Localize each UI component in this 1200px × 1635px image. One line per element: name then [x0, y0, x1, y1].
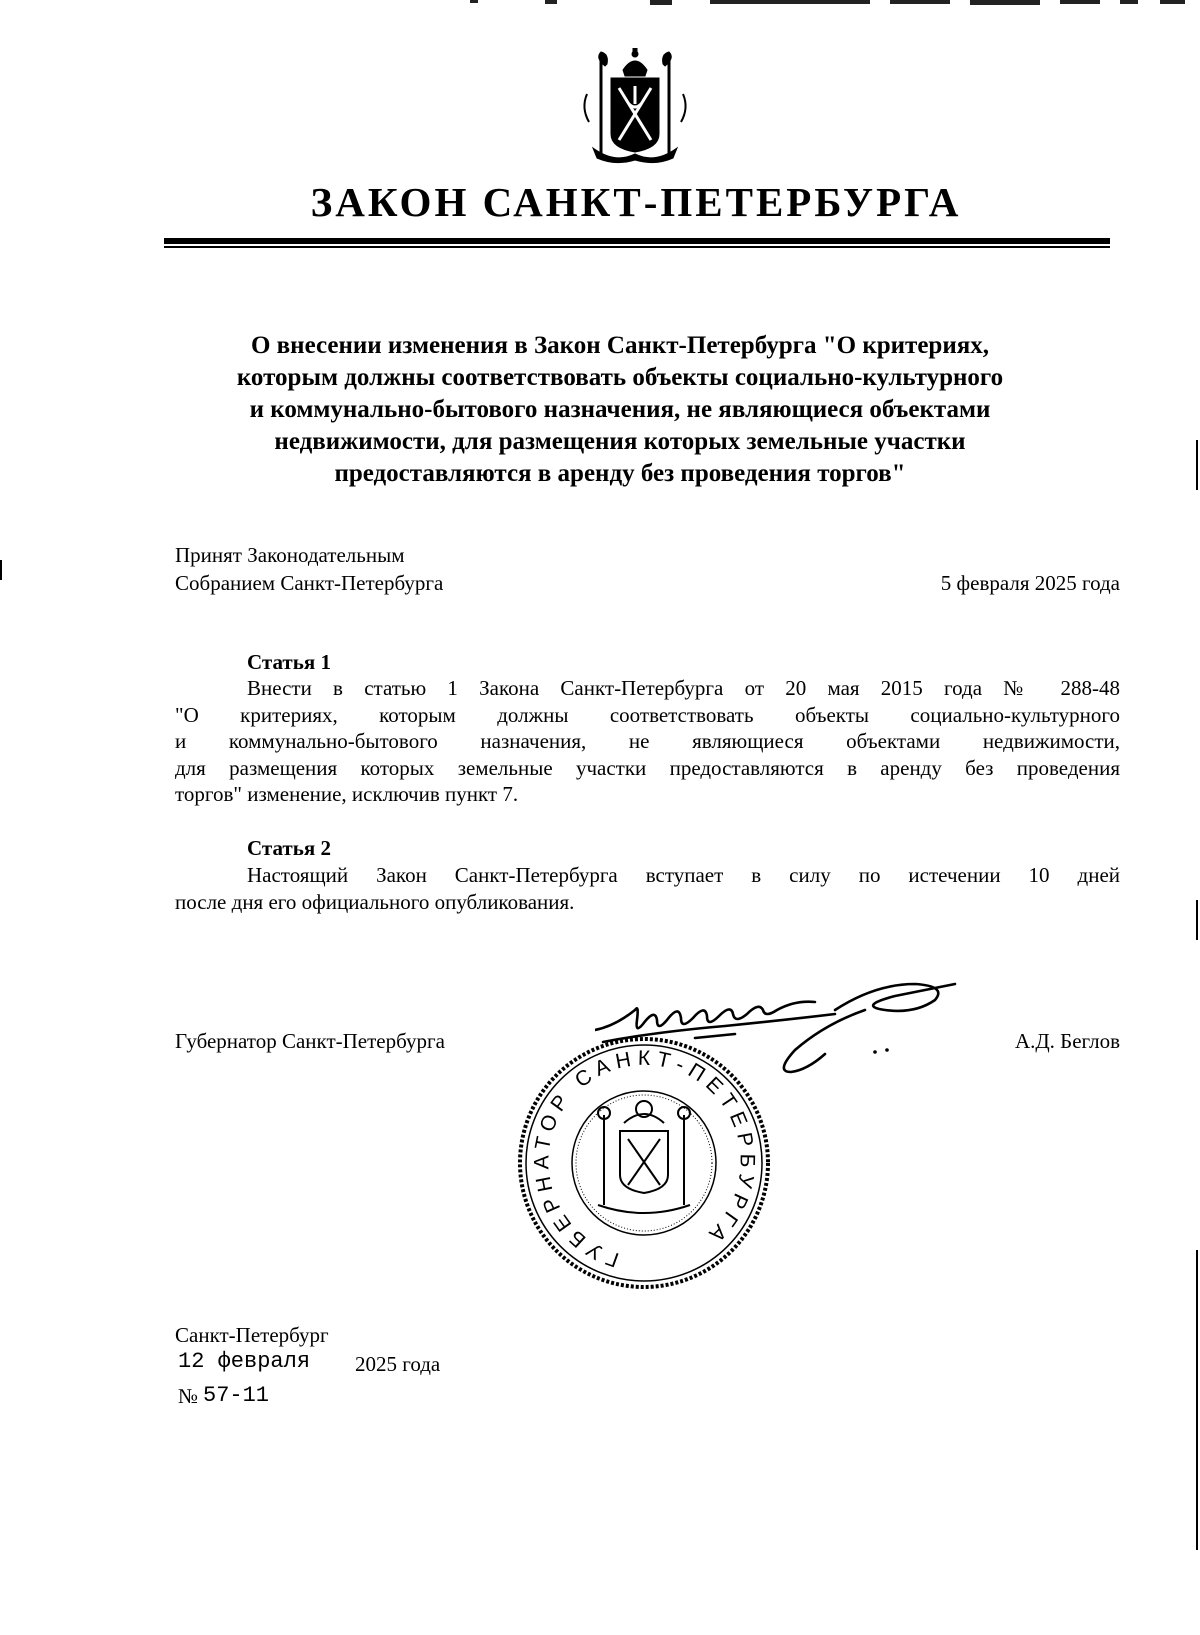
adopted-by-block: [175, 541, 443, 597]
signatory-role: Губернатор Санкт-Петербурга: [175, 1029, 445, 1053]
law-title: ЗАКОН САНКТ-ПЕТЕРБУРГА: [310, 179, 962, 225]
footer-date-year: 2025 года: [355, 1352, 441, 1376]
scan-edge-mark: [0, 560, 2, 580]
footer-date-day-month: 12 февраля: [178, 1349, 311, 1374]
handwritten-signature: [595, 980, 960, 1085]
law-heading: [150, 330, 1090, 490]
coat-of-arms-icon: [575, 48, 695, 166]
article-1-line: и коммунально-бытового назначения, не являющиеся объектами недвижимости,: [175, 729, 1120, 753]
footer-place: Санкт-Петербург: [175, 1323, 329, 1347]
article-1-line: "О критериях, которым должны соответствовать объекты социально-культурного: [175, 702, 1120, 727]
seal-ring-text: ГУБЕРНАТОР САНКТ-ПЕТЕРБУРГА: [530, 1046, 759, 1272]
article-1-line: торгов" изменение, исключив пункт 7.: [175, 782, 519, 806]
scan-edge-artifact: [470, 0, 1190, 7]
article-1-text: [175, 675, 1120, 808]
title-divider-thick: [164, 238, 1110, 244]
article-1-line: Внести в статью 1 Закона Санкт-Петербурга от 20 мая 2015 года № 288-48: [247, 676, 1120, 700]
article-2-line: Настоящий Закон Санкт-Петербурга вступает в силу по истечении 10 дней: [247, 863, 1120, 887]
scan-edge-mark: [1196, 900, 1198, 940]
adopted-date: 5 февраля 2025 года: [940, 571, 1120, 595]
heading-line: предоставляются в аренду без проведения торгов": [334, 460, 906, 487]
footer-number: 57-11: [203, 1383, 270, 1408]
signatory-name: А.Д. Беглов: [1014, 1029, 1120, 1053]
heading-line: которым должны соответствовать объекты социально-культурного: [236, 364, 1004, 391]
article-1-title: Статья 1: [247, 650, 331, 674]
scan-edge-mark: [1196, 1250, 1198, 1550]
adopted-line-2: Собранием Санкт-Петербурга: [175, 571, 444, 595]
article-2-title: Статья 2: [247, 836, 331, 860]
adopted-line-1: Принят Законодательным: [175, 543, 405, 567]
article-1-line: для размещения которых земельные участки предоставляются в аренду без проведения: [175, 755, 1120, 780]
article-2-text: [175, 862, 1120, 915]
article-2-line: после дня его официального опубликования.: [175, 889, 575, 914]
heading-line: О внесении изменения в Закон Санкт-Петербурга "О критериях,: [250, 332, 990, 359]
footer-number-sign: №: [178, 1384, 199, 1408]
heading-line: недвижимости, для размещения которых земельные участки: [274, 428, 966, 455]
scan-edge-mark: [1196, 440, 1198, 490]
heading-line: и коммунально-бытового назначения, не являющиеся объектами: [249, 396, 991, 423]
title-divider-thin: [164, 246, 1110, 248]
